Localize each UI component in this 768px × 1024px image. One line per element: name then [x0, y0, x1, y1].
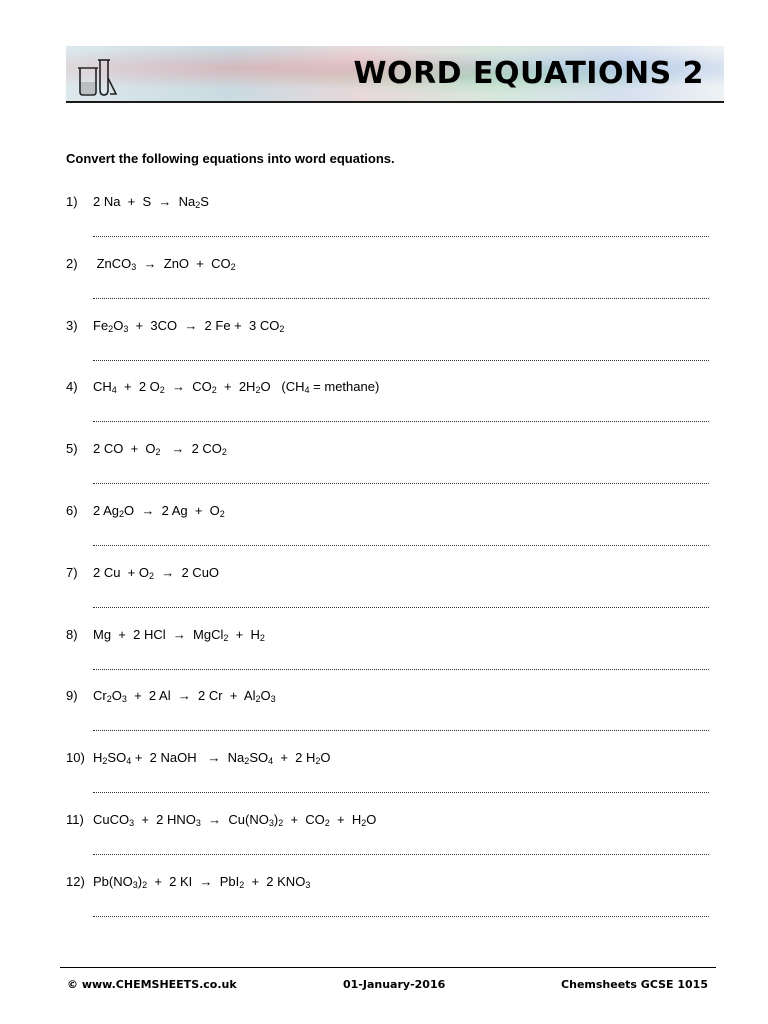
footer-divider: [60, 967, 716, 968]
answer-line[interactable]: [93, 669, 709, 670]
question-number: 6): [66, 503, 78, 518]
question-number: 7): [66, 565, 78, 580]
question-11: [66, 812, 376, 828]
question-number: 3): [66, 318, 78, 333]
chemical-equation: $H_2SO_4 + 2$ NaOH → $Na_2SO_4 + 2$ $H_2O$: [93, 750, 331, 766]
page-title: WORD EQUATIONS 2: [353, 56, 704, 91]
question-number: 5): [66, 441, 78, 456]
answer-line[interactable]: [93, 545, 709, 546]
chemical-equation: $CH_4 + 2$ $O_2 \to CO_2 + 2H_2O$ ($CH_4$ = methane): [93, 379, 380, 395]
answer-line[interactable]: [93, 730, 709, 731]
question-number: 4): [66, 379, 78, 394]
question-7: [66, 565, 219, 581]
question-4: [66, 379, 379, 395]
answer-line[interactable]: [93, 360, 709, 361]
question-1: [66, 194, 209, 210]
question-12: [66, 874, 310, 890]
question-8: [66, 627, 265, 643]
footer-date: 01-January-2016: [343, 978, 446, 991]
answer-line[interactable]: [93, 236, 709, 237]
question-number: 12): [66, 874, 85, 889]
footer-copyright: © www.CHEMSHEETS.co.uk: [67, 978, 237, 991]
chemical-equation: $Pb(NO_3)_2 + 2$ KI → PbI$_2$ + 2 $KNO_3$: [93, 874, 311, 890]
question-number: 9): [66, 688, 78, 703]
header-banner: [66, 46, 724, 102]
answer-line[interactable]: [93, 421, 709, 422]
chemical-equation: 2 $Ag_2O \to 2$ $Ag + O_2$: [93, 503, 225, 519]
chemical-equation: Mg + 2 HCl → MgCl$_2$ + $H_2$: [93, 627, 265, 643]
question-number: 2): [66, 256, 78, 271]
lab-glassware-icon: [74, 52, 120, 98]
chemical-equation: CuCO$_3$ + 2 $HNO_3 \to Cu(NO_3)_2 + CO_2 + H_2O$: [93, 812, 377, 828]
answer-line[interactable]: [93, 916, 709, 917]
question-number: 11): [66, 812, 84, 827]
answer-line[interactable]: [93, 854, 709, 855]
question-2: [66, 256, 236, 272]
question-number: 1): [66, 194, 78, 209]
chemical-equation: 2 CO + $O_2 \to 2$ $CO_2$: [93, 441, 227, 457]
chemical-equation: $Fe_2O_3 + 3CO \to 2$ Fe + 3 $CO_2$: [93, 318, 285, 334]
answer-line[interactable]: [93, 607, 709, 608]
question-number: 8): [66, 627, 78, 642]
question-10: [66, 750, 331, 766]
chemical-equation: ZnCO$_3$ → ZnO + $CO_2$: [93, 256, 236, 272]
question-5: [66, 441, 227, 457]
chemical-equation: 2 $Cu + O_2 \to 2$ CuO: [93, 565, 220, 581]
question-3: [66, 318, 284, 334]
question-6: [66, 503, 225, 519]
question-number: 10): [66, 750, 85, 765]
answer-line[interactable]: [93, 483, 709, 484]
chemical-equation: $Cr_2O_3 + 2$ Al → 2 $Cr + Al_2O_3$: [93, 688, 276, 704]
answer-line[interactable]: [93, 792, 709, 793]
answer-line[interactable]: [93, 298, 709, 299]
instructions: Convert the following equations into word equations.: [66, 151, 395, 166]
question-9: [66, 688, 276, 704]
chemical-equation: 2 $Na + S \to Na_2S$: [93, 194, 209, 210]
footer-reference: Chemsheets GCSE 1015: [561, 978, 708, 991]
header-divider: [66, 101, 724, 103]
